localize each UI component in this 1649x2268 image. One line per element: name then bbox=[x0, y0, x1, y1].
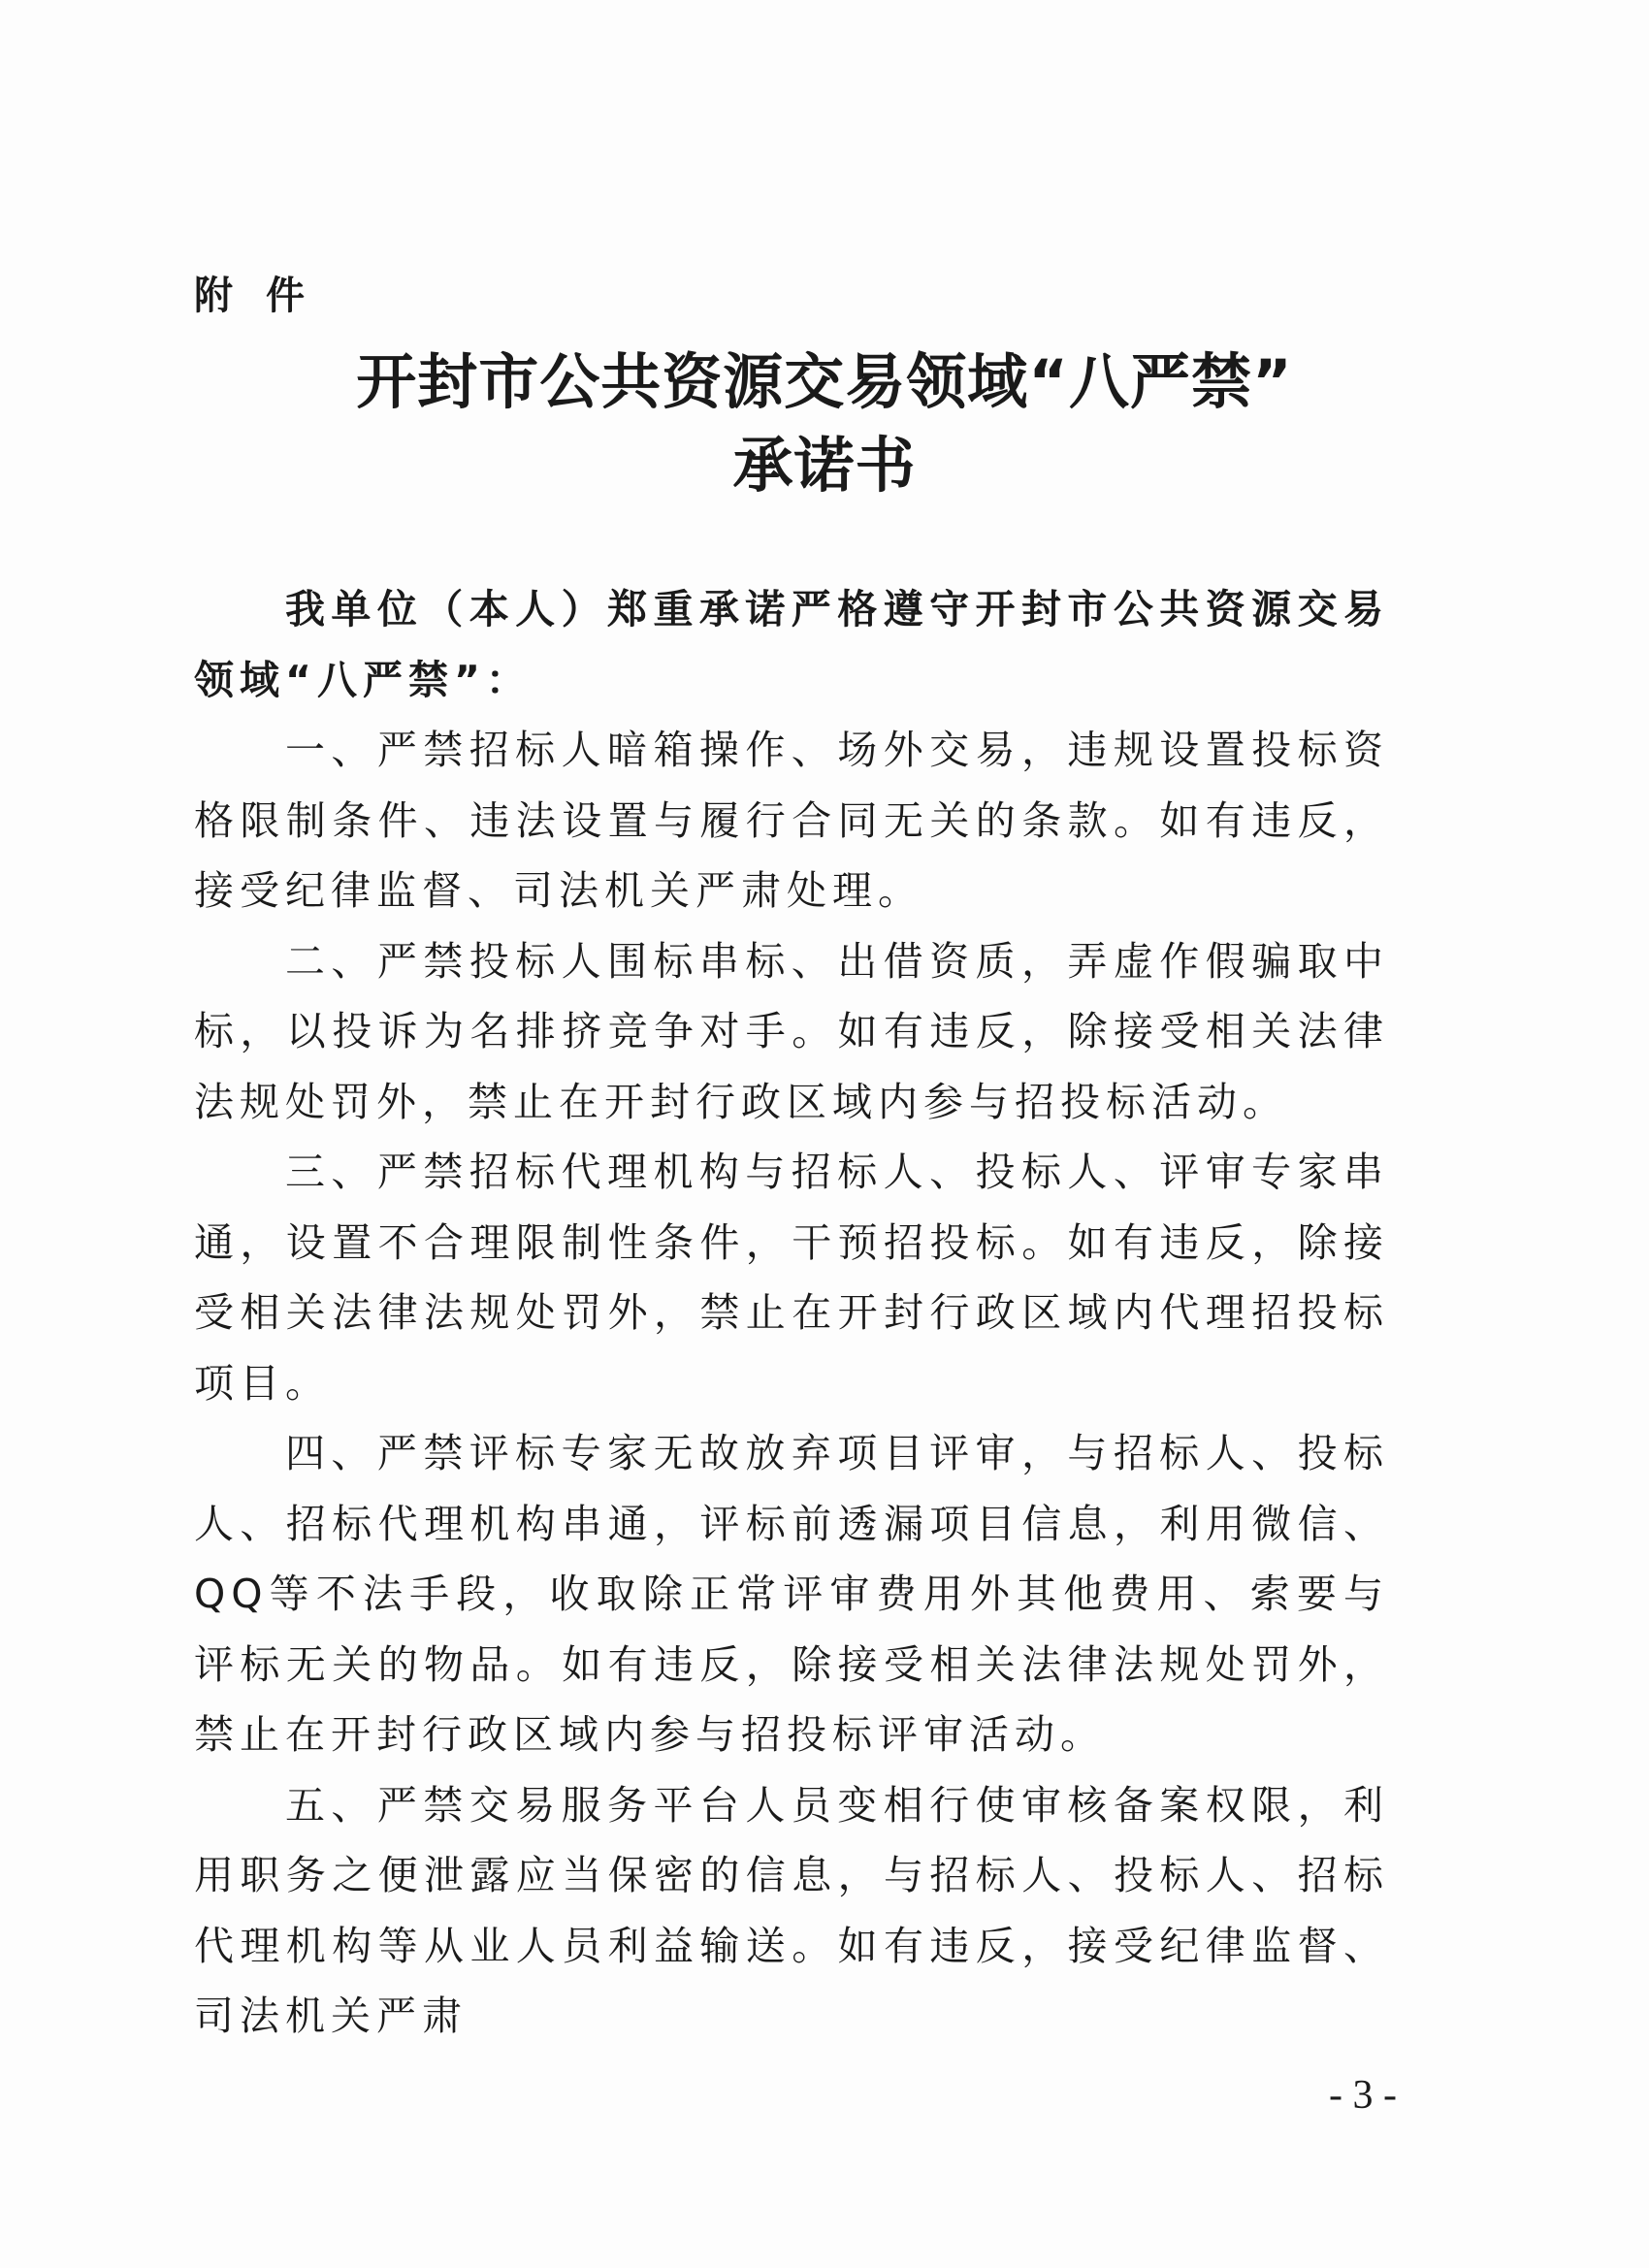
paragraph-3: 三、严禁招标代理机构与招标人、投标人、评审专家串通，设置不合理限制性条件，干预招投标。如有违反，除接受相关法律法规处罚外，禁止在开封行政区域内代理招投标项目。 bbox=[194, 1149, 1389, 1407]
paragraph-5: 五、严禁交易服务平台人员变相行使审核备案权限，利用职务之便泄露应当保密的信息，与招标人、投标人、招标代理机构等从业人员利益输送。如有违反，接受纪律监督、司法机关严肃 bbox=[194, 1781, 1389, 2039]
paragraph-2: 二、严禁投标人围标串标、出借资质，弄虚作假骗取中标，以投诉为名排挤竞争对手。如有违反，除接受相关法律法规处罚外，禁止在开封行政区域内参与招投标活动。 bbox=[194, 937, 1389, 1125]
document-title-line-2: 承诺书 bbox=[732, 430, 917, 501]
paragraph-1: 一、严禁招标人暗箱操作、场外交易，违规设置投标资格限制条件、违法设置与履行合同无关的条款。如有违反，接受纪律监督、司法机关严肃处理。 bbox=[194, 727, 1389, 914]
document-body bbox=[194, 574, 1389, 2052]
intro-paragraph: 我单位（本人）郑重承诺严格遵守开封市公共资源交易领域“八严禁”： bbox=[194, 586, 1389, 703]
paragraph-4: 四、严禁评标专家无故放弃项目评审，与招标人、投标人、招标代理机构串通，评标前透漏项目信息，利用微信、QQ等不法手段，收取除正常评审费用外其他费用、索要与评标无关的物品。如有违反，除接受相关法律法规处罚外，禁止在开封行政区域内参与招投标评审活动。 bbox=[194, 1430, 1389, 1758]
attachment-label: 附件 bbox=[194, 274, 338, 318]
page-number: - 3 - bbox=[1329, 2073, 1397, 2118]
document-title-line-1: 开封市公共资源交易领域“八严禁” bbox=[356, 346, 1293, 417]
